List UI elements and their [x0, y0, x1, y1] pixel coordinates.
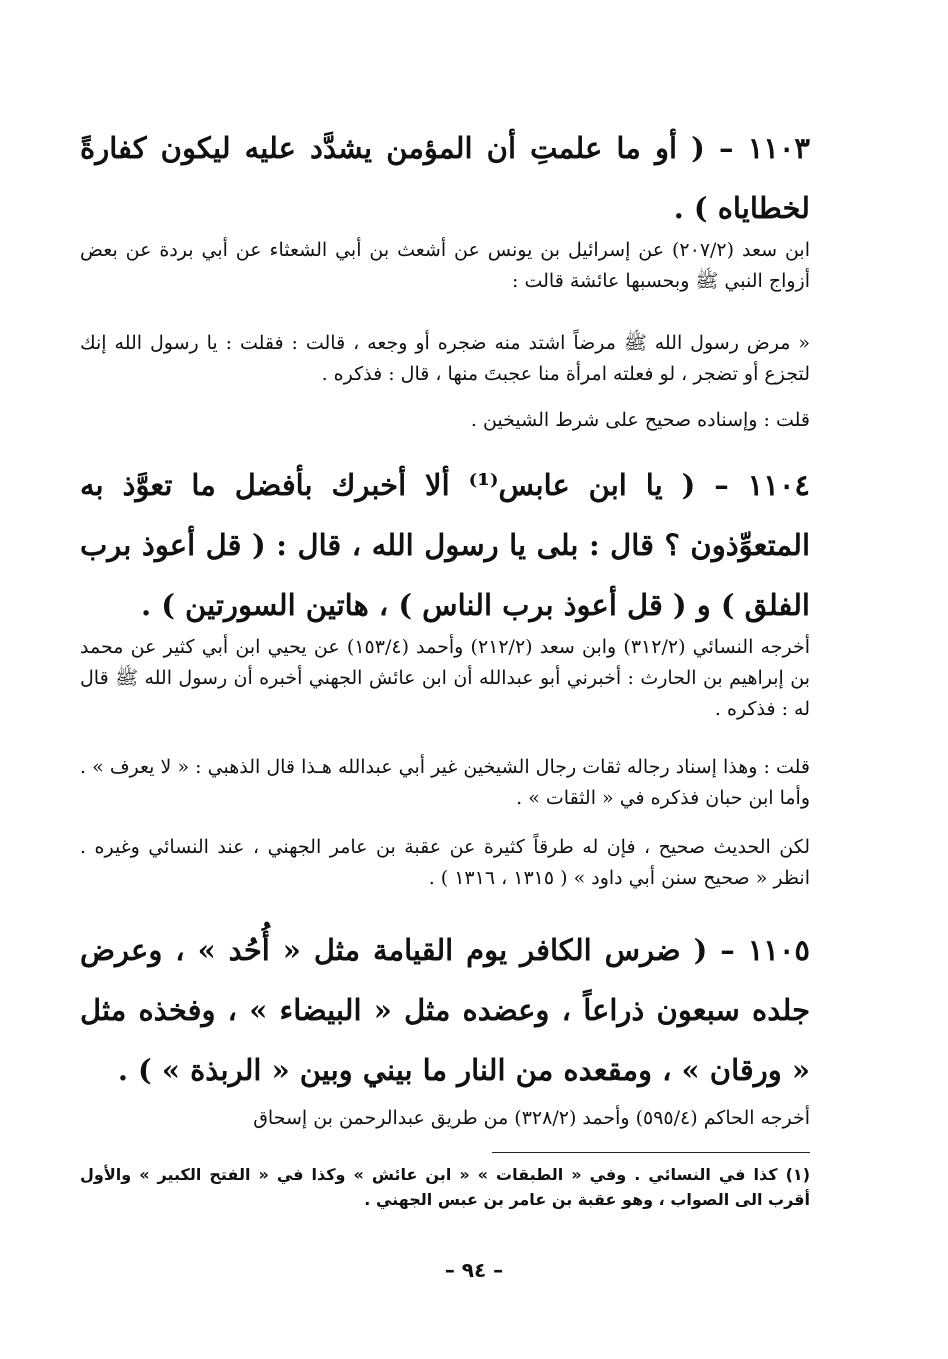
commentary-1103-grading: قلت : وإسناده صحيح على شرط الشيخين . [470, 409, 810, 431]
commentary-1105-source: أخرجه الحاكم (٥٩٥/٤) وأحمد (٣٢٨/٢) من طريق عبدالرحمن بن إسحاق [253, 1107, 810, 1129]
footnote: (١) كذا في النسائي . وفي « الطبقات » « ابن عائش » وكذا في « الفتح الكبير » والأول أقرب الى الصواب ، وهو عقبة بن عامر بن عبس الجهني . [80, 1165, 810, 1209]
hadith-number: ١١٠٣ [747, 131, 810, 165]
commentary-1104-note: لكن الحديث صحيح ، فإن له طرقاً كثيرة عن عقبة بن عامر الجهني ، عند النسائي وغيره . انظر « صحيح سنن أبي داود » ( ١٣١٥ ، ١٣١٦ ) . [80, 836, 810, 889]
hadith-1103 [80, 118, 810, 238]
hadith-text: – ( أو ما علمتِ أن المؤمن يشدَّد عليه ليكون كفارةً لخطاياه ) . [80, 131, 810, 225]
commentary-1103-quote: « مرض رسول الله ﷺ مرضاً اشتد منه ضجره أو وجعه ، قالت : فقلت : يا رسول الله إنك لتجزع أو تضجر ، لو فعلته امرأة منا عجبتَ منها ، قال : فذكره . [80, 332, 810, 385]
commentary-1104-grading: قلت : وهذا إسناد رجاله ثقات رجال الشيخين غير أبي عبدالله هـذا قال الذهبي : « لا يعرف » . وأما ابن حبان فذكره في « الثقات » . [80, 756, 810, 809]
commentary-1103-source: ابن سعد (٢٠٧/٢) عن إسرائيل بن يونس عن أشعث بن أبي الشعثاء عن أبي بردة عن بعض أزواج النبي ﷺ وبحسبها عائشة قالت : [80, 239, 810, 292]
footnote-divider [492, 1152, 810, 1153]
hadith-number: ١١٠٥ [747, 933, 810, 967]
hadith-text: – ( ضرس الكافر يوم القيامة مثل « أُحُد » ، وعرض جلده سبعون ذراعاً ، وعضده مثل « البيضاء » ، وفخذه مثل « ورقان » ، ومقعده من النار ما بيني وبين « الربذة » ) . [80, 933, 810, 1087]
commentary-1104-source: أخرجه النسائي (٣١٢/٢) وابن سعد (٢١٢/٢) وأحمد (١٥٣/٤) عن يحيي ابن أبي كثير عن محمد بن إبراهيم بن الحارث : أخبرني أبو عبدالله أن ابن عائش الجهني أخبره أن رسول الله ﷺ قال له : فذكره . [80, 636, 810, 720]
page-number: – ٩٤ – [444, 1258, 504, 1282]
hadith-number: ١١٠٤ [747, 468, 810, 502]
hadith-text: – ( يا ابن عابس⁽¹⁾ ألا أخبرك بأفضل ما تعوَّذ به المتعوِّذون ؟ قال : بلى يا رسول الله ، قال : ( قل أعوذ برب الفلق ) و ( قل أعوذ برب الناس ) ، هاتين السورتين ) . [80, 468, 810, 622]
hadith-1104 [80, 455, 810, 635]
hadith-1105 [80, 920, 810, 1100]
